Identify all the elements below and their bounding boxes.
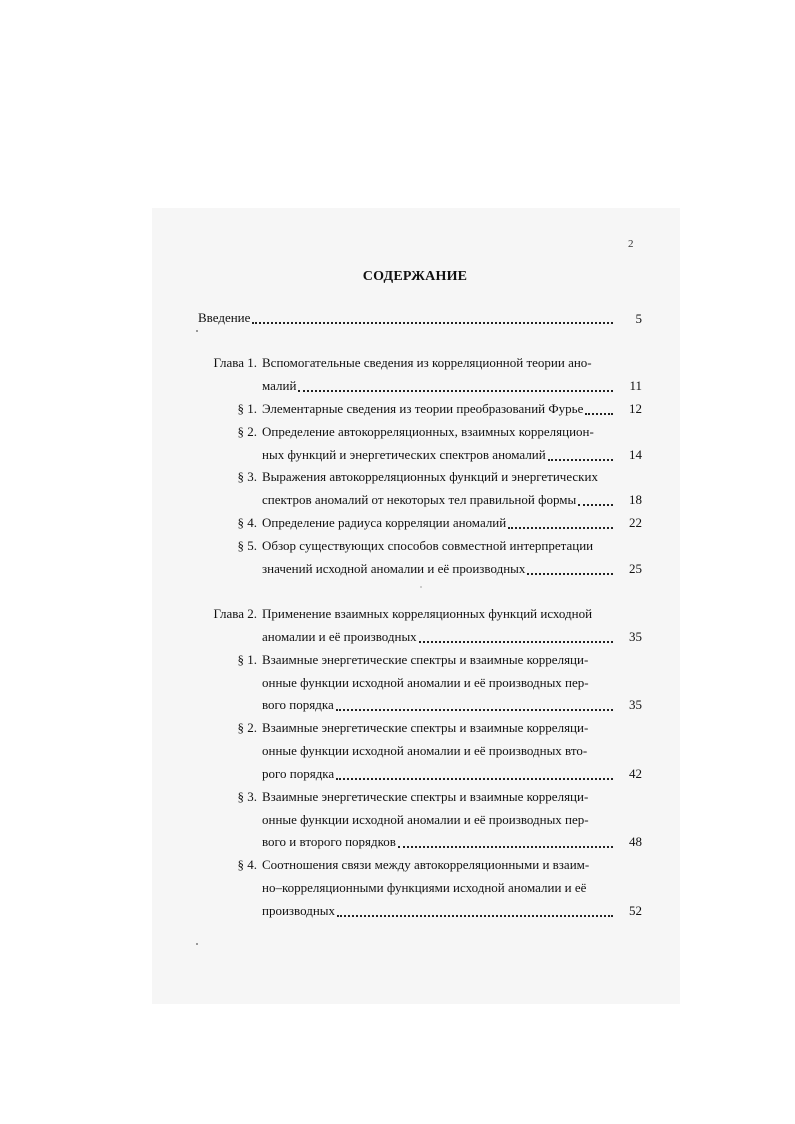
toc-page-number: 35 xyxy=(629,697,642,712)
page-title: СОДЕРЖАНИЕ xyxy=(362,269,468,284)
scan-speck xyxy=(196,330,198,332)
toc-page-number: 11 xyxy=(629,378,642,393)
section-label: § 2. xyxy=(237,424,257,439)
leader-dots xyxy=(419,641,613,643)
section-label: § 4. xyxy=(237,857,257,872)
section-label: § 1. xyxy=(237,401,257,416)
toc-entry-label: Введение xyxy=(198,310,251,325)
toc-entry-text: Выражения автокорреляционных функций и энергетических xyxy=(262,469,598,484)
toc-entry-text: Взаимные энергетические спектры и взаимные корреляци- xyxy=(262,720,589,735)
toc-entry-text: значений исходной аномалии и её производных xyxy=(262,561,614,577)
toc-page-number: 42 xyxy=(629,766,642,781)
leader-dots xyxy=(298,390,613,392)
leader-dots xyxy=(548,459,613,461)
toc-entry-text: но–корреляционными функциями исходной аномалии и её xyxy=(262,880,587,895)
toc-entry-text: онные функции исходной аномалии и её производных пер- xyxy=(262,812,589,827)
toc-entry-intro xyxy=(198,310,614,326)
toc-entry-text: производных xyxy=(262,903,614,919)
toc-entry-text: Применение взаимных корреляционных функций исходной xyxy=(262,606,593,621)
leader-dots xyxy=(337,915,613,917)
scan-speck xyxy=(196,943,198,945)
leader-dots xyxy=(578,504,613,506)
toc-entry-text: Соотношения связи между автокорреляционными и взаим- xyxy=(262,857,590,872)
toc-page-number: 12 xyxy=(629,401,642,416)
section-label: § 3. xyxy=(237,469,257,484)
leader-dots xyxy=(527,573,613,575)
toc-entry-text: онные функции исходной аномалии и её производных вто- xyxy=(262,743,588,758)
leader-dots xyxy=(336,778,613,780)
section-label: § 4. xyxy=(237,515,257,530)
toc-entry-text: малий xyxy=(262,378,614,394)
section-label: § 2. xyxy=(237,720,257,735)
toc-entry-text: Обзор существующих способов совместной интерпретации xyxy=(262,538,594,553)
toc-entry-text: вого порядка xyxy=(262,697,614,713)
toc-entry-text: аномалии и её производных xyxy=(262,629,614,645)
leader-dots xyxy=(252,322,613,324)
toc-entry-text: Определение радиуса корреляции аномалий xyxy=(262,515,614,531)
toc-page-number: 25 xyxy=(629,561,642,576)
section-label: § 1. xyxy=(237,652,257,667)
toc-page-number: 35 xyxy=(629,629,642,644)
toc-entry-text: Определение автокорреляционных, взаимных корреляцион- xyxy=(262,424,594,439)
page-number: 2 xyxy=(628,238,634,250)
toc-page-number: 14 xyxy=(629,447,642,462)
toc-entry-text: ных функций и энергетических спектров аномалий xyxy=(262,447,614,463)
toc-page-number: 22 xyxy=(629,515,642,530)
chapter-label: Глава 2. xyxy=(213,606,257,621)
toc-entry-text: Вспомогательные сведения из корреляционной теории ано- xyxy=(262,355,592,370)
toc-entry-text: спектров аномалий от некоторых тел правильной формы xyxy=(262,492,614,508)
leader-dots xyxy=(336,709,613,711)
toc-entry-text: Элементарные сведения из теории преобразований Фурье xyxy=(262,401,614,417)
scan-speck xyxy=(420,586,422,588)
toc-page-number: 52 xyxy=(629,903,642,918)
leader-dots xyxy=(508,527,613,529)
leader-dots xyxy=(398,846,613,848)
toc-entry-text: Взаимные энергетические спектры и взаимные корреляци- xyxy=(262,652,589,667)
toc-entry-text: онные функции исходной аномалии и её производных пер- xyxy=(262,675,589,690)
chapter-label: Глава 1. xyxy=(213,355,257,370)
toc-entry-text: Взаимные энергетические спектры и взаимные корреляци- xyxy=(262,789,589,804)
toc-entry-text: вого и второго порядков xyxy=(262,834,614,850)
toc-page-number: 5 xyxy=(635,311,642,326)
toc-page-number: 48 xyxy=(629,834,642,849)
toc-entry-text: рого порядка xyxy=(262,766,614,782)
leader-dots xyxy=(585,413,613,415)
section-label: § 5. xyxy=(237,538,257,553)
toc-page-number: 18 xyxy=(629,492,642,507)
section-label: § 3. xyxy=(237,789,257,804)
